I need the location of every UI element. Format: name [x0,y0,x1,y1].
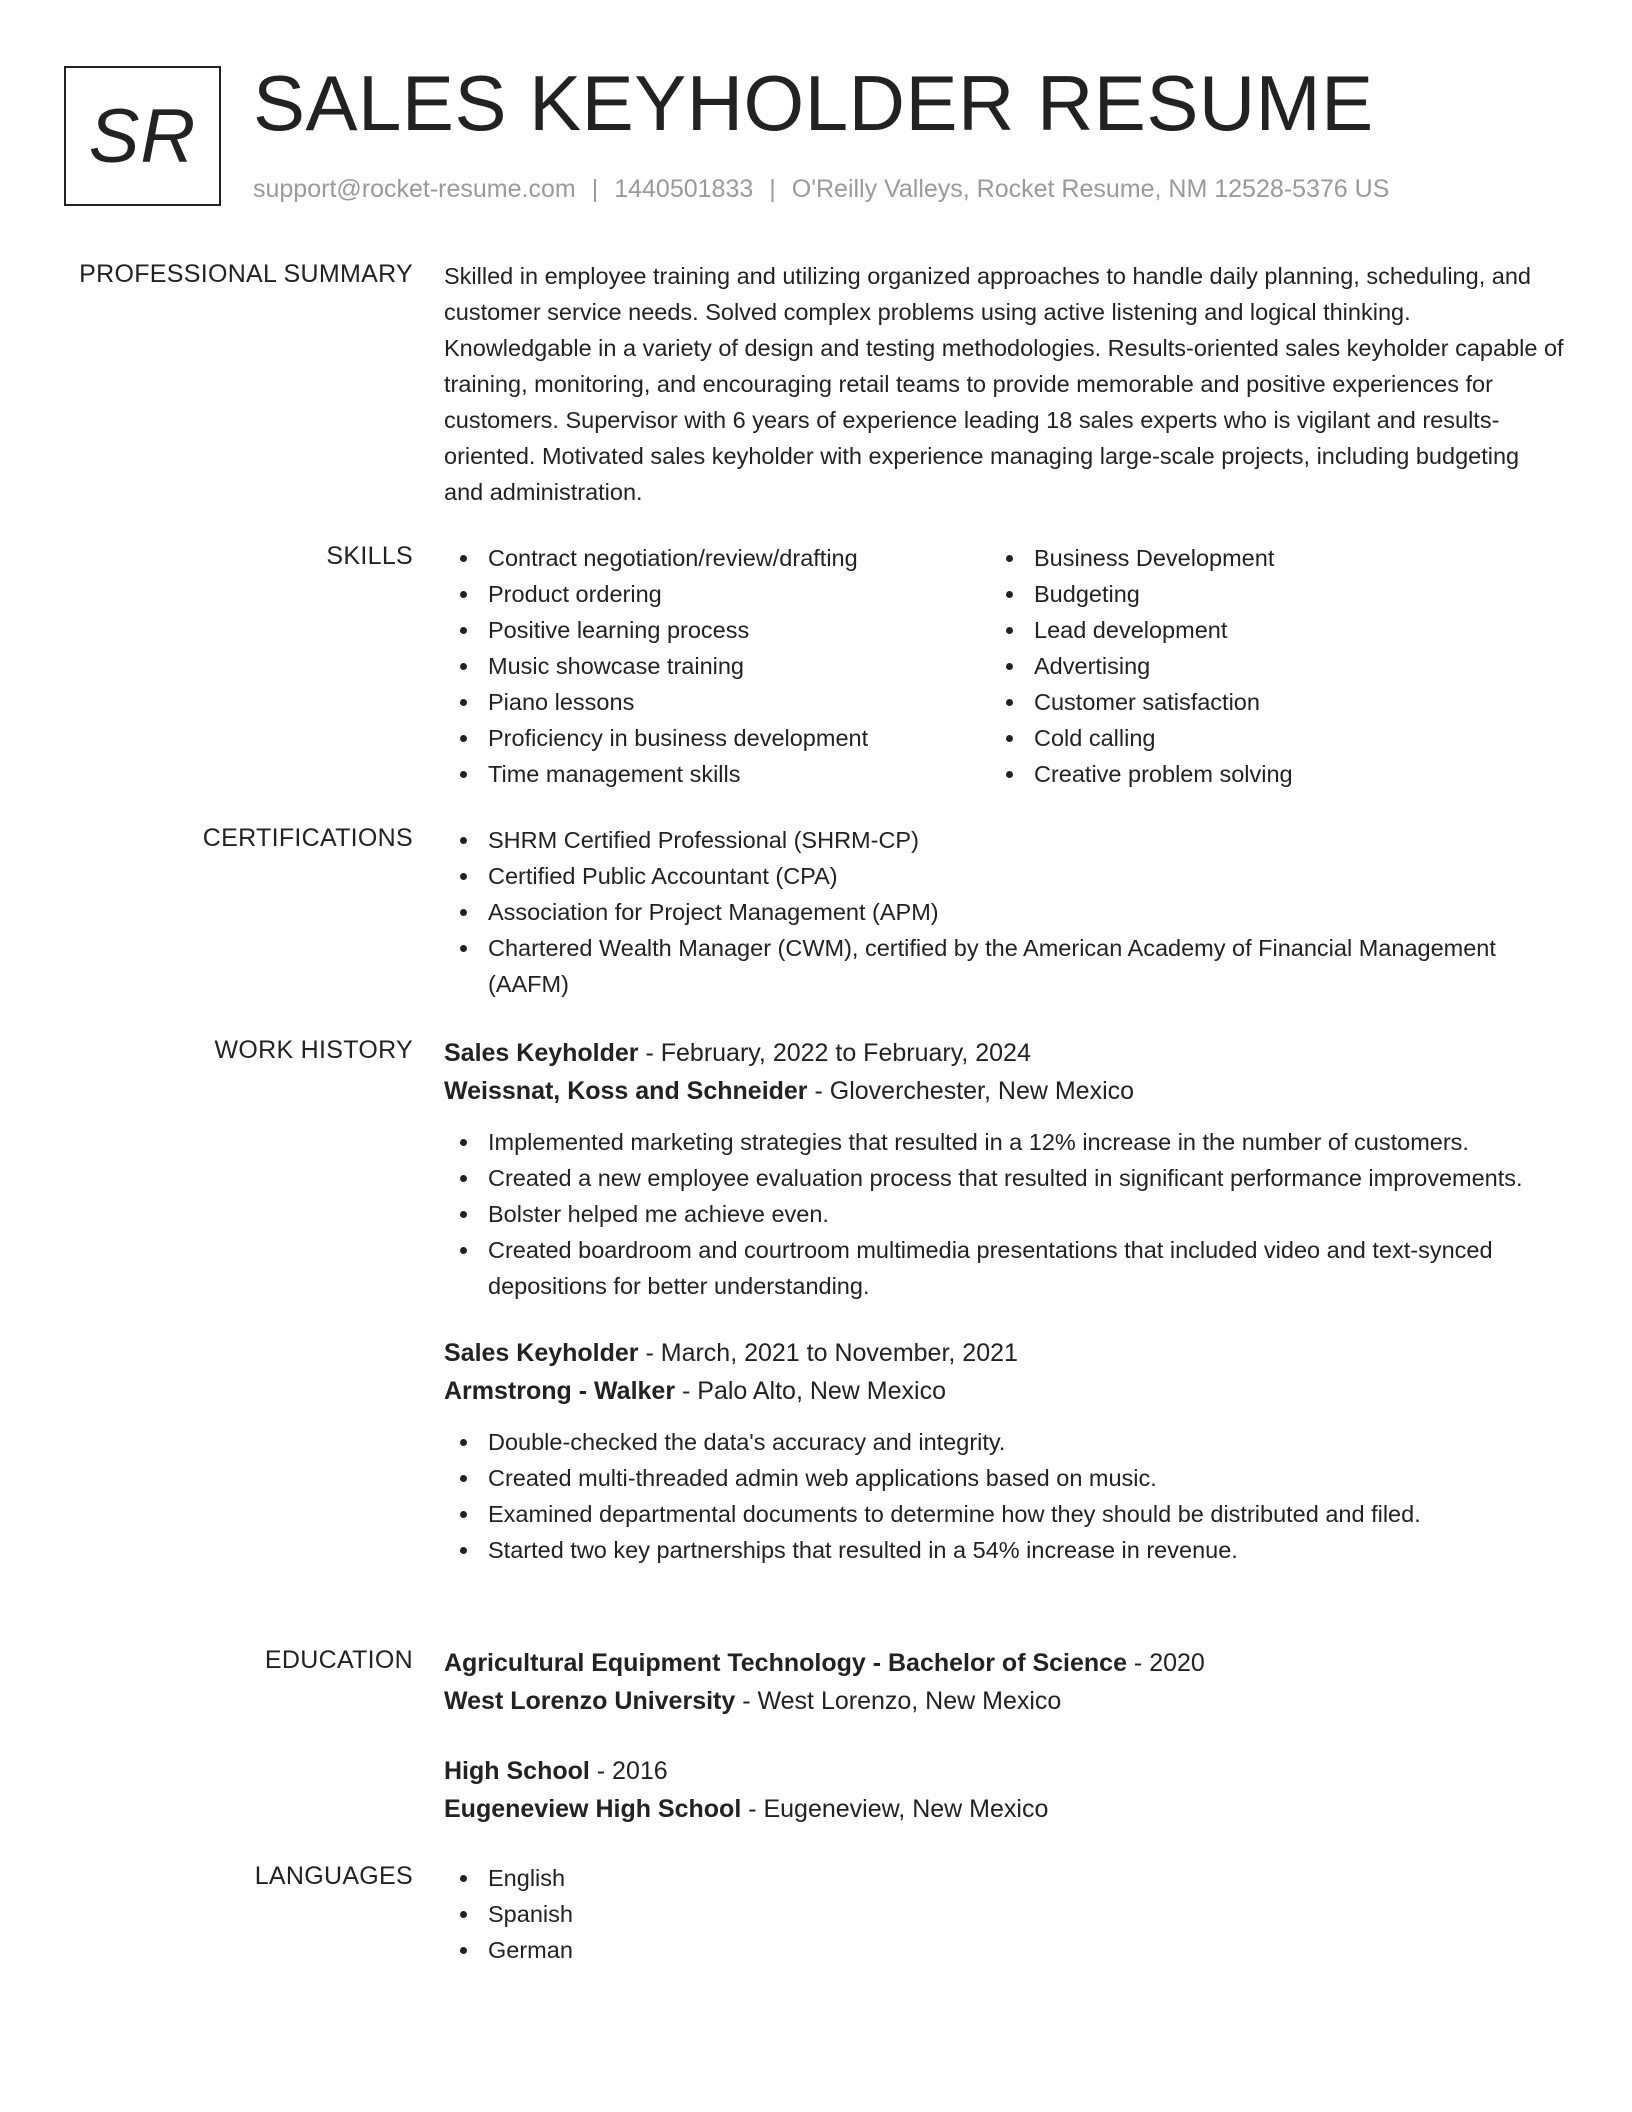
job-company: Armstrong - Walker [444,1377,676,1405]
section-label-certifications: CERTIFICATIONS [202,824,413,852]
education-body [444,1644,1564,1828]
education-year: - 2020 [1126,1649,1205,1677]
job-bullet: Bolster helped me achieve even. [444,1196,1564,1232]
skill-item: Advertising [990,648,1536,684]
education-degree: High School [444,1757,590,1785]
summary-text: Skilled in employee training and utilizing organized approaches to handle daily planning, scheduling, and customer service needs. Solved complex problems using active listening and logical thinking. Knowledgable in a variety of design and testing methodologies. Results-oriented sales keyholder capable of training, monitoring, and encouraging retail teams to provide memorable and positive experiences for customers. Supervisor with 6 years of experience leading 18 sales experts who is vigilant and results-oriented. Motivated sales keyholder with experience managing large-scale projects, including budgeting and administration. [444,263,1564,505]
job-bullet: Created a new employee evaluation process that resulted in significant performance improvements. [444,1160,1564,1196]
section-label-skills: SKILLS [326,542,413,570]
job-bullet: Created multi-threaded admin web applications based on music. [444,1460,1564,1496]
resume-title: SALES KEYHOLDER RESUME [253,59,1374,147]
job-title-line [444,1034,1564,1072]
skill-item: Budgeting [990,576,1536,612]
job-company-line [444,1072,1564,1110]
language-item: English [444,1860,1564,1896]
skill-item: Music showcase training [444,648,990,684]
education-year: - 2016 [589,1757,668,1785]
contact-separator: | [591,175,599,203]
certification-item: SHRM Certified Professional (SHRM-CP) [444,822,1564,858]
job-entry [444,1034,1564,1304]
certification-item: Chartered Wealth Manager (CWM), certified by the American Academy of Financial Management (AAFM) [444,930,1564,1002]
section-label-languages: LANGUAGES [254,1862,413,1890]
job-bullet: Double-checked the data's accuracy and integrity. [444,1424,1564,1460]
contact-line [253,175,1389,204]
job-bullet: Started two key partnerships that resulted in a 54% increase in revenue. [444,1532,1564,1568]
certifications-body [444,822,1564,1002]
job-bullets [444,1124,1564,1304]
skill-item: Customer satisfaction [990,684,1536,720]
skills-columns [444,540,1564,792]
education-school: West Lorenzo University [444,1687,736,1715]
job-dates: - March, 2021 to November, 2021 [638,1339,1018,1367]
job-title: Sales Keyholder [444,1339,639,1367]
skill-item: Proficiency in business development [444,720,990,756]
languages-body [444,1860,1564,1968]
job-bullet: Implemented marketing strategies that resulted in a 12% increase in the number of customers. [444,1124,1564,1160]
certification-item: Association for Project Management (APM) [444,894,1564,930]
skill-item: Lead development [990,612,1536,648]
job-title-line [444,1334,1564,1372]
job-location: - Gloverchester, New Mexico [807,1077,1135,1105]
section-label-education: EDUCATION [264,1646,413,1674]
education-location: - Eugeneview, New Mexico [741,1795,1049,1823]
certifications-list [444,822,1564,1002]
job-bullet: Examined departmental documents to determine how they should be distributed and filed. [444,1496,1564,1532]
job-company: Weissnat, Koss and Schneider [444,1077,808,1105]
job-location: - Palo Alto, New Mexico [675,1377,946,1405]
skills-list-left [444,540,990,792]
education-entry [444,1644,1564,1720]
contact-separator: | [769,175,776,203]
contact-phone[interactable]: 1440501833 [614,175,754,203]
education-location: - West Lorenzo, New Mexico [735,1687,1062,1715]
section-label-summary: PROFESSIONAL SUMMARY [79,260,413,288]
job-title: Sales Keyholder [444,1039,639,1067]
job-bullets [444,1424,1564,1568]
skills-list-right [990,540,1536,792]
job-company-line [444,1372,1564,1410]
contact-address: O'Reilly Valleys, Rocket Resume, NM 12528-5376 US [791,175,1390,203]
monogram-initials: SR [64,66,221,206]
contact-email[interactable]: support@rocket-resume.com [253,175,576,203]
job-dates: - February, 2022 to February, 2024 [638,1039,1031,1067]
skill-item: Time management skills [444,756,990,792]
job-bullet: Created boardroom and courtroom multimedia presentations that included video and text-synced depositions for better understanding. [444,1232,1564,1304]
skill-item: Creative problem solving [990,756,1536,792]
section-label-work: WORK HISTORY [214,1036,413,1064]
skill-item: Product ordering [444,576,990,612]
education-entry [444,1752,1564,1828]
skill-item: Contract negotiation/review/drafting [444,540,990,576]
skill-item: Positive learning process [444,612,990,648]
certification-item: Certified Public Accountant (CPA) [444,858,1564,894]
education-school: Eugeneview High School [444,1795,742,1823]
education-degree: Agricultural Equipment Technology - Bachelor of Science [444,1649,1127,1677]
language-item: German [444,1932,1564,1968]
skill-item: Piano lessons [444,684,990,720]
skill-item: Business Development [990,540,1536,576]
skill-item: Cold calling [990,720,1536,756]
work-body [444,1034,1564,1568]
languages-list [444,1860,1564,1968]
language-item: Spanish [444,1896,1564,1932]
job-entry [444,1334,1564,1568]
